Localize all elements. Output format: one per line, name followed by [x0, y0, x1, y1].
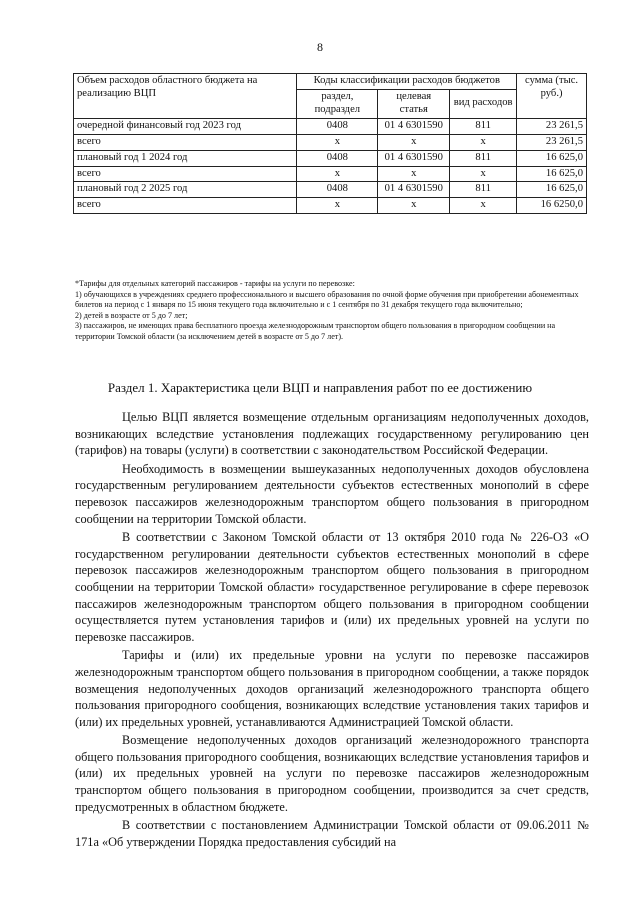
row-name: очередной финансовый год 2023 год — [74, 118, 297, 134]
row-sum: 23 261,5 — [517, 118, 587, 134]
row-type: х — [450, 166, 517, 182]
paragraph: В соответствии с постановлением Администрации Томской области от 09.06.2011 № 171а «Об утверждении Порядка предоставления субсидий на — [75, 818, 589, 849]
row-sum: 16 6250,0 — [517, 198, 587, 214]
footnotes — [75, 279, 590, 342]
row-type: 811 — [450, 118, 517, 134]
header-budget-volume: Объем расходов областного бюджета на реализацию ВЦП — [74, 74, 297, 119]
table-row — [74, 198, 587, 214]
row-target: 01 4 6301590 — [378, 182, 450, 198]
paragraph: Необходимость в возмещении вышеуказанных недополученных доходов обусловлена государственным регулированием деятельности субъектов естественных монополий в сфере перевозок пассажиров железнодорожным транспортом общего пользования в пригородном сообщении на территории Томской области. — [75, 461, 589, 526]
header-type: вид расходов — [450, 89, 517, 118]
paragraph: В соответствии с Законом Томской области от 13 октября 2010 года № 226-ОЗ «О государственном регулировании деятельности субъектов естественных монополий в сфере перевозок пассажиров железнодорожным транспортом общего пользования в пригородном сообщении на территории Томской области» государственное регулирование в сфере перевозок пассажиров железнодорожным транспортом общего пользования в пригородном сообщении осуществляется путем установления тарифов и (или) их предельных уровней на услуги по перевозке пассажиров. — [75, 530, 589, 644]
header-sum: сумма (тыс. руб.) — [517, 74, 587, 119]
row-sum: 23 261,5 — [517, 134, 587, 150]
row-section: х — [297, 198, 378, 214]
row-target: х — [378, 134, 450, 150]
row-name: всего — [74, 166, 297, 182]
row-section: х — [297, 134, 378, 150]
table-row — [74, 118, 587, 134]
row-section: 0408 — [297, 150, 378, 166]
row-type: 811 — [450, 150, 517, 166]
row-target: х — [378, 166, 450, 182]
row-type: 811 — [450, 182, 517, 198]
body-text — [75, 409, 589, 852]
table-row — [74, 150, 587, 166]
table-row — [74, 182, 587, 198]
paragraph: Возмещение недополученных доходов организаций железнодорожного транспорта общего пользования пригородного сообщения, возникающих вследствие установления тарифов и (или) их предельных уровней на услуги по перевозке пассажиров железнодорожным транспортом общего пользования в пригородном сообщении, производится за счет средств, предусмотренных в областном бюджете. — [75, 733, 589, 814]
table-row — [74, 166, 587, 182]
row-name: плановый год 1 2024 год — [74, 150, 297, 166]
budget-table — [73, 73, 587, 214]
row-section: 0408 — [297, 118, 378, 134]
row-section: 0408 — [297, 182, 378, 198]
paragraph: Целью ВЦП является возмещение отдельным организациям недополученных доходов, возникающих вследствие установления подлежащих государственному регулированию цен (тарифов) на товары (услуги) в соответствии с законодательством Российской Федерации. — [75, 410, 589, 458]
row-type: х — [450, 134, 517, 150]
footnote-item: 1) обучающихся в учреждениях среднего профессионального и высшего образования по очной форме обучения при приобретении абонементных билетов на период с 1 января по 15 июня текущего года включительно и с 1 сентября по 31 декабря текущего года включительно; — [75, 289, 579, 310]
header-target: целевая статья — [378, 89, 450, 118]
footnote-item: 3) пассажиров, не имеющих права бесплатного проезда железнодорожным транспортом общего пользования в пригородном сообщении на территории Томской области (за исключением детей в возрасте от 5 до 7 лет). — [75, 321, 556, 341]
paragraph: Тарифы и (или) их предельные уровни на услуги по перевозке пассажиров железнодорожным транспортом общего пользования в пригородном сообщении, а также порядок возмещения недополученных доходов организаций железнодорожного транспорта общего пользования пригородного сообщения, возникающих вследствие установления таких тарифов и (или) их предельных уровней, устанавливаются Администрацией Томской области. — [75, 648, 589, 729]
row-name: всего — [74, 198, 297, 214]
row-target: х — [378, 198, 450, 214]
row-target: 01 4 6301590 — [378, 118, 450, 134]
footnote-item: 2) детей в возрасте от 5 до 7 лет; — [75, 310, 188, 320]
page-number: 8 — [317, 40, 323, 54]
footnote-intro: *Тарифы для отдельных категорий пассажиров - тарифы на услуги по перевозке: — [75, 279, 355, 288]
row-sum: 16 625,0 — [517, 150, 587, 166]
section-heading: Раздел 1. Характеристика цели ВЦП и направления работ по ее достижению — [107, 380, 533, 395]
row-sum: 16 625,0 — [517, 182, 587, 198]
row-name: всего — [74, 134, 297, 150]
table-row — [74, 134, 587, 150]
row-target: 01 4 6301590 — [378, 150, 450, 166]
row-sum: 16 625,0 — [517, 166, 587, 182]
row-name: плановый год 2 2025 год — [74, 182, 297, 198]
header-section: раздел, подраздел — [297, 89, 378, 118]
row-type: х — [450, 198, 517, 214]
header-classification-codes: Коды классификации расходов бюджетов — [297, 74, 517, 90]
table-header-row — [74, 74, 587, 90]
row-section: х — [297, 166, 378, 182]
